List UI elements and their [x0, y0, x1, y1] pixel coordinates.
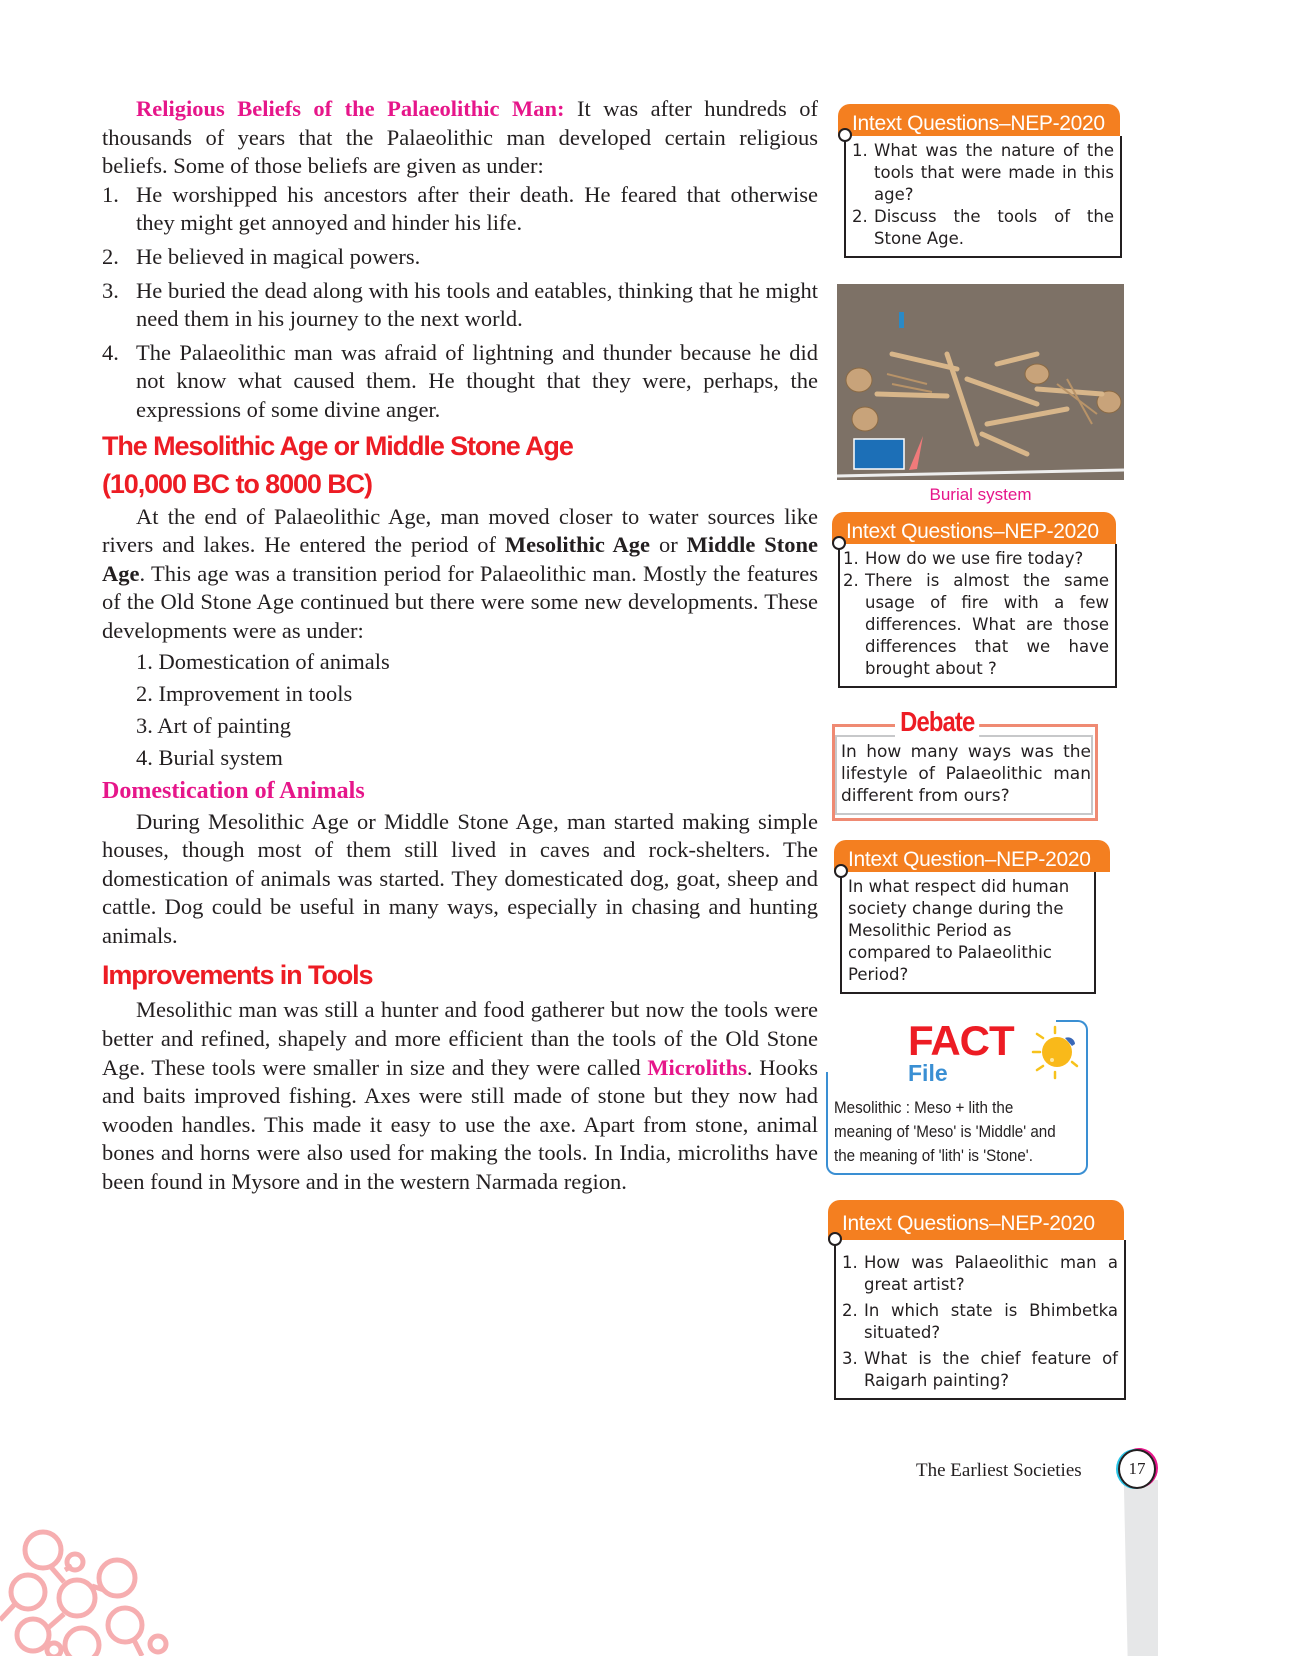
- debate-box: [832, 706, 1098, 821]
- page-tab-strip: [1120, 1480, 1158, 1656]
- domestication-paragraph: During Mesolithic Age or Middle Stone Age, man started making simple houses, though most of them still lived in caves and rock-shelters. The domestication of animals was started. They domesticated dog, goat, sheep and cattle. Dog could be useful in many ways, especially in chasing and hunting animals.: [102, 808, 818, 948]
- bullet-dot-icon: [828, 1232, 842, 1246]
- intext-questions-box-1: [838, 104, 1120, 258]
- debate-text: In how many ways was the lifestyle of Palaeolithic man different from ours?: [841, 742, 1091, 806]
- intext-questions-body: [844, 136, 1122, 258]
- list-item: 2. He believed in magical powers.: [102, 243, 421, 269]
- fact-subtitle: File: [908, 1060, 948, 1086]
- list-item: 1. How do we use fire today?: [843, 549, 1084, 568]
- domestication-heading: Domestication of Animals: [102, 777, 365, 804]
- mesolithic-paragraph: At the end of Palaeolithic Age, man moved closer to water sources like rivers and lakes. He entered the period of Mesolithic Age or Middle Stone Age. This age was a transition period for Palaeolithic man. Mostly the features of the Old Stone Age continued but there were some new developments. These developments were as under:: [102, 503, 819, 643]
- list-item: 1. How was Palaeolithic man a great artist?: [842, 1253, 1118, 1294]
- decorative-circles-icon: [0, 1520, 180, 1656]
- list-item: 3. Art of painting: [136, 712, 291, 738]
- intext-questions-body: [838, 544, 1117, 688]
- mesolithic-age-term: Mesolithic Age: [504, 532, 651, 558]
- list-item: 1. What was the nature of the tools that were made in this age?: [852, 141, 1114, 204]
- list-item: 4. Burial system: [136, 744, 283, 770]
- intext-questions-title: Intext Questions–NEP-2020: [828, 1200, 1124, 1240]
- fact-file-box: [826, 1017, 1088, 1175]
- fact-text: Mesolithic : Meso + lith the meaning of 'Meso' is 'Middle' and the meaning of 'lith' is 'Stone'.: [834, 1099, 1056, 1165]
- chapter-title: The Earliest Societies: [916, 1460, 1082, 1481]
- microliths-term: Microliths: [647, 1054, 747, 1080]
- religious-beliefs-paragraph: [102, 95, 818, 181]
- list-item: 3. He buried the dead along with his tools and eatables, thinking that he might need them in his journey to the next world.: [102, 277, 818, 332]
- list-item: 4. The Palaeolithic man was afraid of lightning and thunder because he did not know what caused them. He thought that they were, perhaps, the expressions of some divine anger.: [102, 339, 818, 422]
- tools-heading: Improvements in Tools: [102, 960, 373, 991]
- burial-system-photo: [837, 284, 1124, 480]
- religious-beliefs-heading: Religious Beliefs of the Palaeolithic Man:: [136, 96, 565, 121]
- bullet-dot-icon: [838, 128, 852, 142]
- debate-title: Debate: [895, 707, 979, 737]
- list-item: 2. In which state is Bhimbetka situated?: [842, 1301, 1118, 1342]
- main-column: [102, 95, 818, 1197]
- intext-questions-box-2: [832, 512, 1116, 688]
- intext-question-title: Intext Question–NEP-2020: [834, 840, 1110, 872]
- page-number: 17: [1118, 1449, 1156, 1489]
- developments-list: [136, 646, 818, 774]
- bullet-dot-icon: [834, 864, 848, 878]
- religious-beliefs-intro: It was after hundreds of thousands of years that the Palaeolithic man developed certain religious beliefs. Some of those beliefs are given as under:: [102, 96, 819, 179]
- intext-questions-title: Intext Questions–NEP-2020: [832, 512, 1116, 544]
- intext-questions-body: [834, 1240, 1126, 1400]
- list-item: 1. Domestication of animals: [136, 648, 390, 674]
- skeletons-image: [837, 284, 1124, 480]
- fact-title: FACT: [908, 1017, 1014, 1064]
- intext-question-box-3: [834, 840, 1110, 994]
- list-item: 2. There is almost the same usage of fire with a few differences. What are those differences that we have brought about ?: [843, 571, 1109, 678]
- intext-questions-title: Intext Questions–NEP-2020: [838, 104, 1120, 136]
- tools-paragraph: Mesolithic man was still a hunter and food gatherer but now the tools were better and refined, shapely and more efficient than the tools of the Old Stone Age. These tools were smaller in size and they were called Microliths. Hooks and baits improved fishing. Axes were still made of stone but they now had wooden handles. This made it easy to use the axe. Apart from stone, animal bones and horns were also used for making the tools. In India, microliths have been found in Mysore and in the western Narmada region.: [102, 997, 819, 1195]
- list-item: 1. He worshipped his ancestors after their death. He feared that otherwise they might get annoyed and hinder his life.: [102, 181, 818, 236]
- religious-beliefs-list: [102, 181, 818, 425]
- list-item: 2. Discuss the tools of the Stone Age.: [852, 207, 1114, 248]
- photo-caption: Burial system: [929, 485, 1032, 504]
- middle-stone-age-term: Middle Stone Age: [102, 532, 819, 586]
- list-item: 3. What is the chief feature of Raigarh painting?: [842, 1349, 1118, 1390]
- list-item: 2. Improvement in tools: [136, 680, 353, 706]
- intext-questions-box-4: [828, 1200, 1124, 1400]
- intext-question-body: In what respect did human society change during the Mesolithic Period as compared to Palaeolithic Period?: [840, 872, 1096, 994]
- mesolithic-heading: The Mesolithic Age or Middle Stone Age (10,000 BC to 8000 BC): [102, 430, 573, 499]
